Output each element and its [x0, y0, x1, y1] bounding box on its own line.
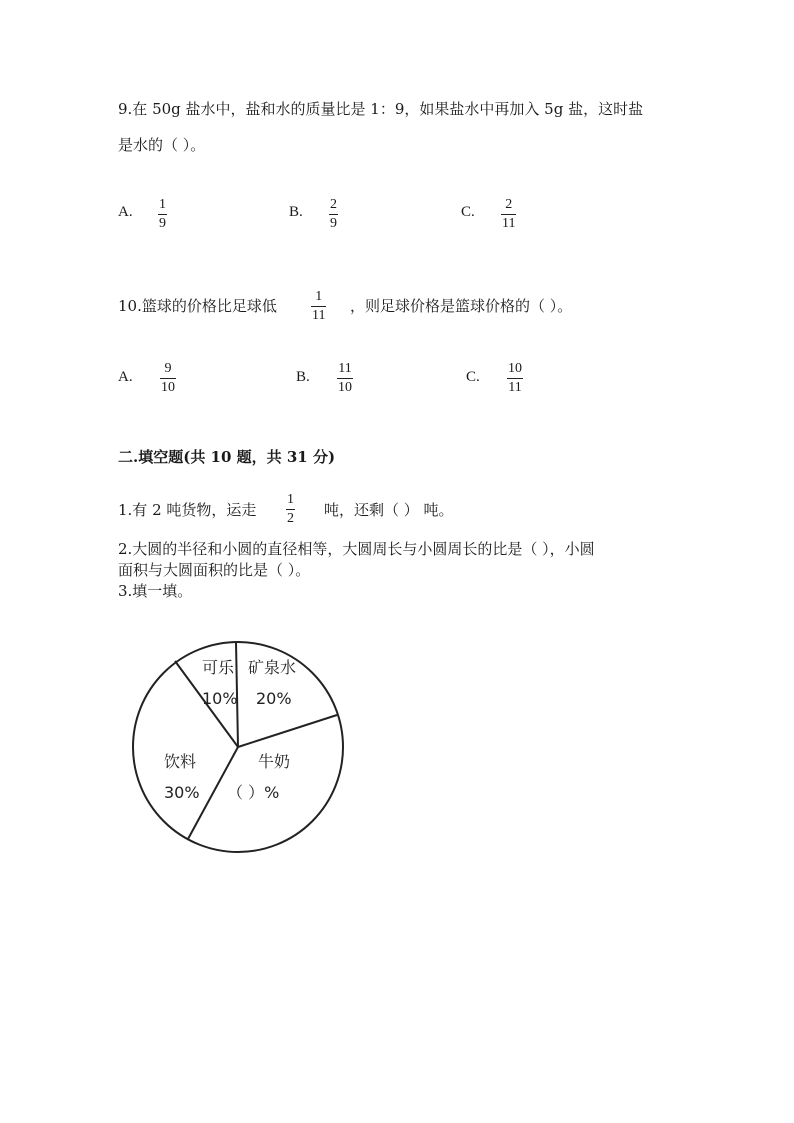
- pie-label-drink-name: 饮料: [164, 752, 197, 771]
- pie-divider-water-milk: [238, 715, 337, 747]
- q10-option-a-letter: A.: [118, 369, 133, 385]
- pie-chart-figure: [124, 627, 354, 867]
- pie-label-water-name: 矿泉水: [248, 658, 297, 677]
- f1-inline-fraction: [286, 493, 295, 526]
- section-title-fill-blank: 二.填空题(共 10 题，共 31 分): [118, 448, 336, 466]
- fraction-denominator: 11: [502, 216, 516, 231]
- fraction-bar: [329, 214, 338, 215]
- fraction-numerator: 1: [287, 492, 294, 507]
- fraction-numerator: 1: [315, 289, 323, 304]
- q10-option-a-fraction: [160, 362, 176, 395]
- q10-option-c-letter: C.: [466, 369, 480, 385]
- q10-text-prefix: 10.篮球的价格比足球低: [118, 297, 277, 315]
- fraction-bar: [501, 214, 516, 215]
- fraction-numerator: 1: [159, 197, 166, 212]
- q9-option-c-letter: C.: [461, 204, 475, 220]
- fraction-numerator: 2: [505, 197, 513, 212]
- f1-text-prefix: 1.有 2 吨货物，运走: [118, 501, 257, 519]
- q9-option-a-letter: A.: [118, 204, 133, 220]
- q10-option-b-fraction: [337, 362, 353, 395]
- q9-text-line2: 是水的（ ）。: [118, 136, 206, 154]
- fraction-denominator: 10: [161, 380, 175, 395]
- fraction-denominator: 11: [312, 308, 326, 323]
- pie-label-milk-pct: （ ）%: [227, 783, 280, 802]
- q9-option-c-fraction: [501, 198, 516, 231]
- fraction-bar: [507, 378, 523, 379]
- fraction-numerator: 9: [164, 361, 172, 376]
- fraction-bar: [158, 214, 167, 215]
- fraction-numerator: 11: [338, 361, 352, 376]
- pie-label-cola-pct: 10%: [202, 689, 238, 708]
- pie-label-drink-pct: 30%: [164, 783, 200, 802]
- q9-option-a-fraction: [158, 198, 167, 231]
- pie-label-milk-name: 牛奶: [258, 752, 291, 771]
- fraction-denominator: 9: [330, 216, 337, 231]
- fraction-bar: [286, 509, 295, 510]
- fraction-denominator: 9: [159, 216, 166, 231]
- f2-text-line2: 面积与大圆面积的比是（ ）。: [118, 561, 311, 579]
- fraction-numerator: 2: [330, 197, 337, 212]
- fraction-numerator: 10: [508, 361, 522, 376]
- fraction-denominator: 2: [287, 511, 294, 526]
- q10-text-suffix: ，则足球价格是篮球价格的（ ）。: [350, 297, 573, 315]
- q9-option-b-fraction: [329, 198, 338, 231]
- q9-text-line1: 9.在 50g 盐水中，盐和水的质量比是 1：9，如果盐水中再加入 5g 盐，这时盐: [118, 100, 644, 118]
- f3-text: 3.填一填。: [118, 582, 193, 600]
- fraction-bar: [160, 378, 176, 379]
- fraction-bar: [337, 378, 353, 379]
- f1-text-suffix: 吨，还剩（ ） 吨。: [324, 501, 454, 519]
- f2-text-line1: 2.大圆的半径和小圆的直径相等，大圆周长与小圆周长的比是（ ），小圆: [118, 540, 595, 558]
- q9-option-b-letter: B.: [289, 204, 303, 220]
- fraction-bar: [311, 306, 326, 307]
- pie-label-water-pct: 20%: [256, 689, 292, 708]
- fraction-denominator: 10: [338, 380, 352, 395]
- pie-label-cola-name: 可乐: [202, 658, 235, 677]
- q10-inline-fraction: [311, 290, 326, 323]
- q10-option-b-letter: B.: [296, 369, 310, 385]
- fraction-denominator: 11: [508, 380, 522, 395]
- q10-option-c-fraction: [507, 362, 523, 395]
